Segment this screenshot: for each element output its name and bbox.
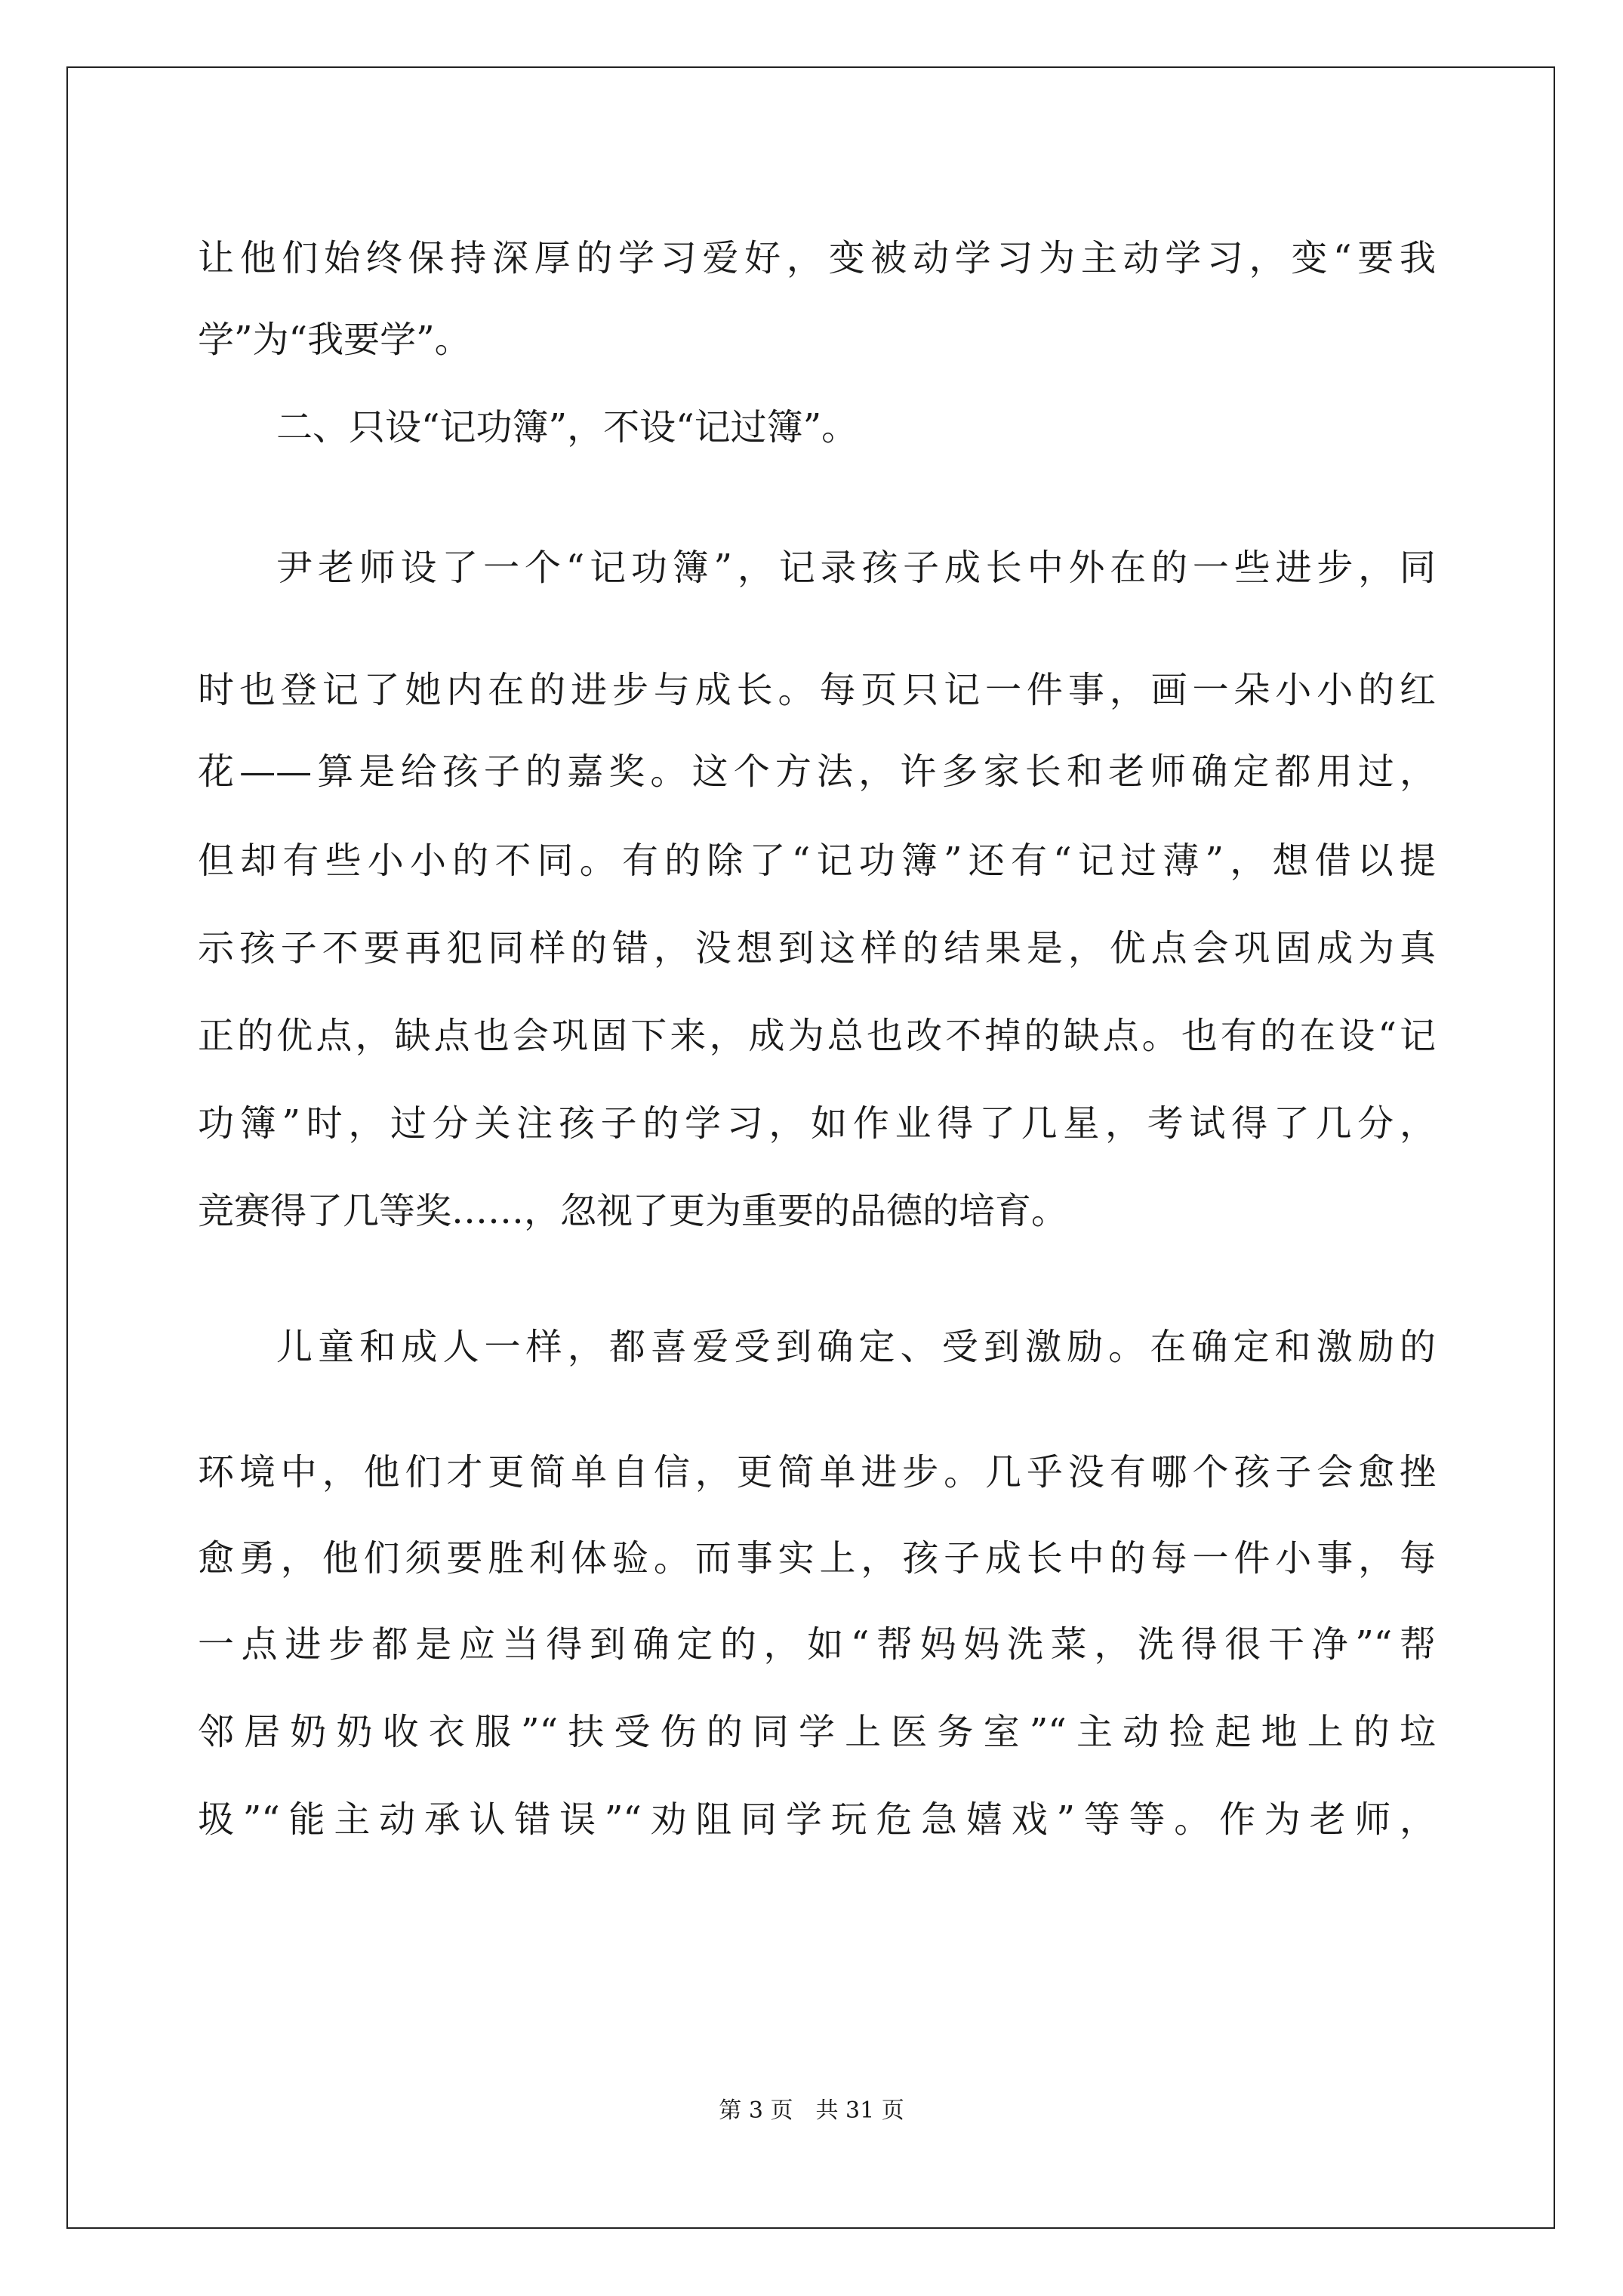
text-line: 示孩子不要再犯同样的错，没想到这样的结果是，优点会巩固成为真 [198, 927, 1436, 969]
text-line: 但却有些小小的不同。有的除了“记功簿”还有“记过薄”，想借以提 [198, 840, 1436, 882]
text-line: 时也登记了她内在的进步与成长。每页只记一件事，画一朵小小的红 [198, 669, 1436, 711]
text-line: 花——算是给孩子的嘉奖。这个方法，许多家长和老师确定都用过， [198, 750, 1436, 793]
text-line: 正的优点，缺点也会巩固下来，成为总也改不掉的缺点。也有的在设“记 [198, 1015, 1436, 1057]
section-heading: 二、只设“记功簿”，不设“记过簿”。 [276, 406, 858, 448]
text-line: 愈勇，他们须要胜利体验。而事实上，孩子成长中的每一件小事，每 [198, 1537, 1436, 1579]
text-line: 尹老师设了一个“记功簿”，记录孩子成长中外在的一些进步，同 [276, 547, 1436, 589]
text-line: 学”为“我要学”。 [198, 319, 471, 361]
page-number-footer: 第 3 页 共 31 页 [719, 2097, 904, 2124]
text-line: 儿童和成人一样，都喜爱受到确定、受到激励。在确定和激励的 [276, 1326, 1436, 1368]
text-line: 环境中，他们才更简单自信，更简单进步。几乎没有哪个孩子会愈挫 [198, 1451, 1436, 1493]
text-line: 一点进步都是应当得到确定的，如“帮妈妈洗菜，洗得很干净”“帮 [198, 1623, 1436, 1666]
text-line: 圾”“能主动承认错误”“劝阻同学玩危急嬉戏”等等。作为老师， [198, 1798, 1436, 1841]
text-line: 功簿”时，过分关注孩子的学习，如作业得了几星，考试得了几分， [198, 1102, 1436, 1145]
text-line: 邻居奶奶收衣服”“扶受伤的同学上医务室”“主动捡起地上的垃 [198, 1711, 1436, 1753]
text-line: 竞赛得了几等奖……，忽视了更为重要的品德的培育。 [198, 1190, 1068, 1232]
text-line: 让他们始终保持深厚的学习爱好，变被动学习为主动学习，变“要我 [198, 237, 1436, 279]
